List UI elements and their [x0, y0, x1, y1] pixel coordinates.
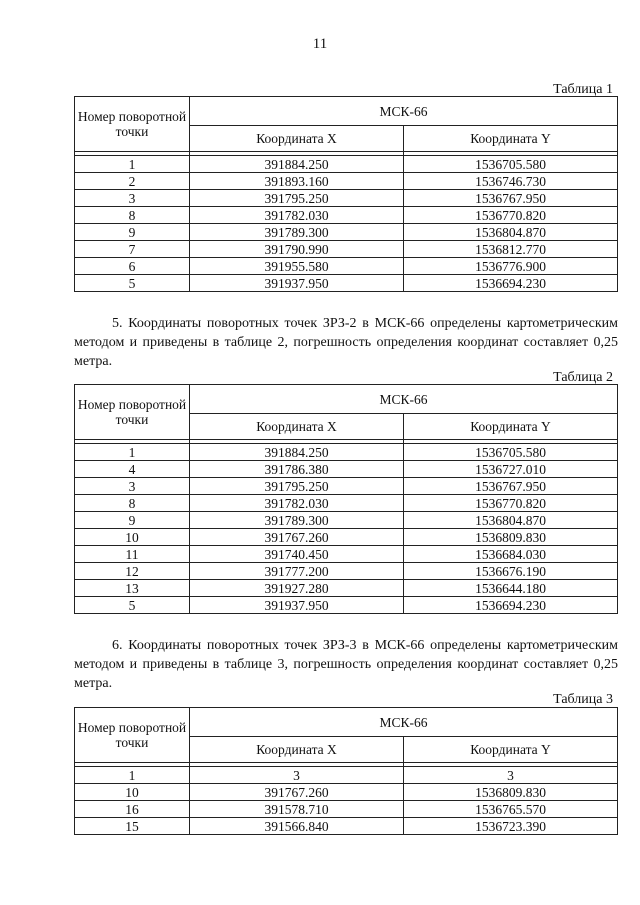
header-system: МСК-66 [190, 708, 618, 737]
table-row [75, 241, 618, 258]
cell-coord-x: 391767.260 [190, 529, 404, 546]
cell-coord-y: 1536727.010 [404, 461, 618, 478]
cell-coord-x: 391795.250 [190, 478, 404, 495]
table-row [75, 207, 618, 224]
table-row [75, 580, 618, 597]
header-point-number: Номер поворотной точки [75, 97, 190, 152]
cell-coord-y: 1536812.770 [404, 241, 618, 258]
paragraph-5: 5. Координаты поворотных точек ЗРЗ-2 в МСК-66 определены картометрическим методом и приведены в таблице 2, погрешность определения координат составляет 0,25 метра. [74, 316, 618, 369]
table-row [75, 224, 618, 241]
cell-point-number: 13 [75, 580, 190, 597]
header-coord-y: Координата Y [404, 414, 618, 440]
cell-point-number: 1 [75, 767, 190, 784]
cell-coord-x: 391790.990 [190, 241, 404, 258]
cell-point-number: 15 [75, 818, 190, 835]
cell-coord-y: 1536767.950 [404, 190, 618, 207]
cell-point-number: 5 [75, 597, 190, 614]
cell-coord-x: 3 [190, 767, 404, 784]
cell-coord-x: 391578.710 [190, 801, 404, 818]
cell-coord-y: 1536705.580 [404, 156, 618, 173]
table-row [75, 512, 618, 529]
table-row [75, 563, 618, 580]
cell-point-number: 4 [75, 461, 190, 478]
table1-caption: Таблица 1 [553, 82, 613, 97]
cell-coord-y: 1536684.030 [404, 546, 618, 563]
table-row [75, 767, 618, 784]
header-point-number: Номер поворотной точки [75, 708, 190, 763]
table-row [75, 461, 618, 478]
cell-point-number: 2 [75, 173, 190, 190]
cell-coord-x: 391893.160 [190, 173, 404, 190]
table-row [75, 495, 618, 512]
cell-coord-x: 391789.300 [190, 224, 404, 241]
cell-coord-x: 391740.450 [190, 546, 404, 563]
cell-point-number: 8 [75, 495, 190, 512]
cell-coord-y: 1536804.870 [404, 224, 618, 241]
cell-coord-y: 1536770.820 [404, 207, 618, 224]
cell-coord-x: 391937.950 [190, 597, 404, 614]
cell-coord-y: 1536746.730 [404, 173, 618, 190]
table-row [75, 258, 618, 275]
table1 [74, 96, 618, 292]
cell-point-number: 9 [75, 224, 190, 241]
table-row [75, 784, 618, 801]
table-row [75, 444, 618, 461]
cell-coord-y: 1536694.230 [404, 275, 618, 292]
cell-coord-y: 1536644.180 [404, 580, 618, 597]
cell-coord-y: 1536809.830 [404, 529, 618, 546]
table3 [74, 707, 618, 835]
cell-coord-y: 1536676.190 [404, 563, 618, 580]
table-row [75, 597, 618, 614]
table-row [75, 818, 618, 835]
cell-coord-x: 391927.280 [190, 580, 404, 597]
table-row [75, 801, 618, 818]
table-row [75, 529, 618, 546]
cell-coord-x: 391937.950 [190, 275, 404, 292]
cell-coord-x: 391782.030 [190, 207, 404, 224]
page-number: 11 [312, 36, 328, 52]
table3-caption: Таблица 3 [553, 692, 613, 707]
header-coord-x: Координата X [190, 126, 404, 152]
table-row [75, 478, 618, 495]
table-row [75, 173, 618, 190]
cell-coord-x: 391566.840 [190, 818, 404, 835]
cell-coord-x: 391955.580 [190, 258, 404, 275]
table-row [75, 275, 618, 292]
cell-coord-x: 391789.300 [190, 512, 404, 529]
cell-point-number: 11 [75, 546, 190, 563]
table-row [75, 546, 618, 563]
cell-point-number: 1 [75, 156, 190, 173]
cell-point-number: 10 [75, 529, 190, 546]
cell-point-number: 9 [75, 512, 190, 529]
header-coord-x: Координата X [190, 414, 404, 440]
cell-point-number: 8 [75, 207, 190, 224]
header-point-number: Номер поворотной точки [75, 385, 190, 440]
header-system: МСК-66 [190, 97, 618, 126]
cell-point-number: 16 [75, 801, 190, 818]
cell-coord-x: 391767.260 [190, 784, 404, 801]
cell-point-number: 5 [75, 275, 190, 292]
cell-coord-y: 1536804.870 [404, 512, 618, 529]
table2 [74, 384, 618, 614]
header-coord-y: Координата Y [404, 126, 618, 152]
cell-coord-x: 391777.200 [190, 563, 404, 580]
table-row [75, 156, 618, 173]
cell-coord-y: 1536809.830 [404, 784, 618, 801]
table2-caption: Таблица 2 [553, 370, 613, 385]
cell-point-number: 3 [75, 478, 190, 495]
cell-coord-y: 1536765.570 [404, 801, 618, 818]
header-coord-x: Координата X [190, 737, 404, 763]
cell-point-number: 10 [75, 784, 190, 801]
cell-point-number: 7 [75, 241, 190, 258]
cell-point-number: 12 [75, 563, 190, 580]
table-row [75, 190, 618, 207]
cell-coord-x: 391782.030 [190, 495, 404, 512]
cell-coord-y: 1536694.230 [404, 597, 618, 614]
cell-coord-x: 391884.250 [190, 156, 404, 173]
cell-coord-y: 3 [404, 767, 618, 784]
cell-coord-y: 1536776.900 [404, 258, 618, 275]
cell-point-number: 1 [75, 444, 190, 461]
cell-coord-x: 391786.380 [190, 461, 404, 478]
cell-coord-x: 391795.250 [190, 190, 404, 207]
cell-point-number: 3 [75, 190, 190, 207]
cell-coord-y: 1536770.820 [404, 495, 618, 512]
header-system: МСК-66 [190, 385, 618, 414]
cell-coord-y: 1536767.950 [404, 478, 618, 495]
paragraph-6: 6. Координаты поворотных точек ЗРЗ-3 в МСК-66 определены картометрическим методом и приведены в таблице 3, погрешность определения координат составляет 0,25 метра. [74, 638, 618, 691]
cell-coord-y: 1536723.390 [404, 818, 618, 835]
cell-point-number: 6 [75, 258, 190, 275]
cell-coord-y: 1536705.580 [404, 444, 618, 461]
cell-coord-x: 391884.250 [190, 444, 404, 461]
header-coord-y: Координата Y [404, 737, 618, 763]
